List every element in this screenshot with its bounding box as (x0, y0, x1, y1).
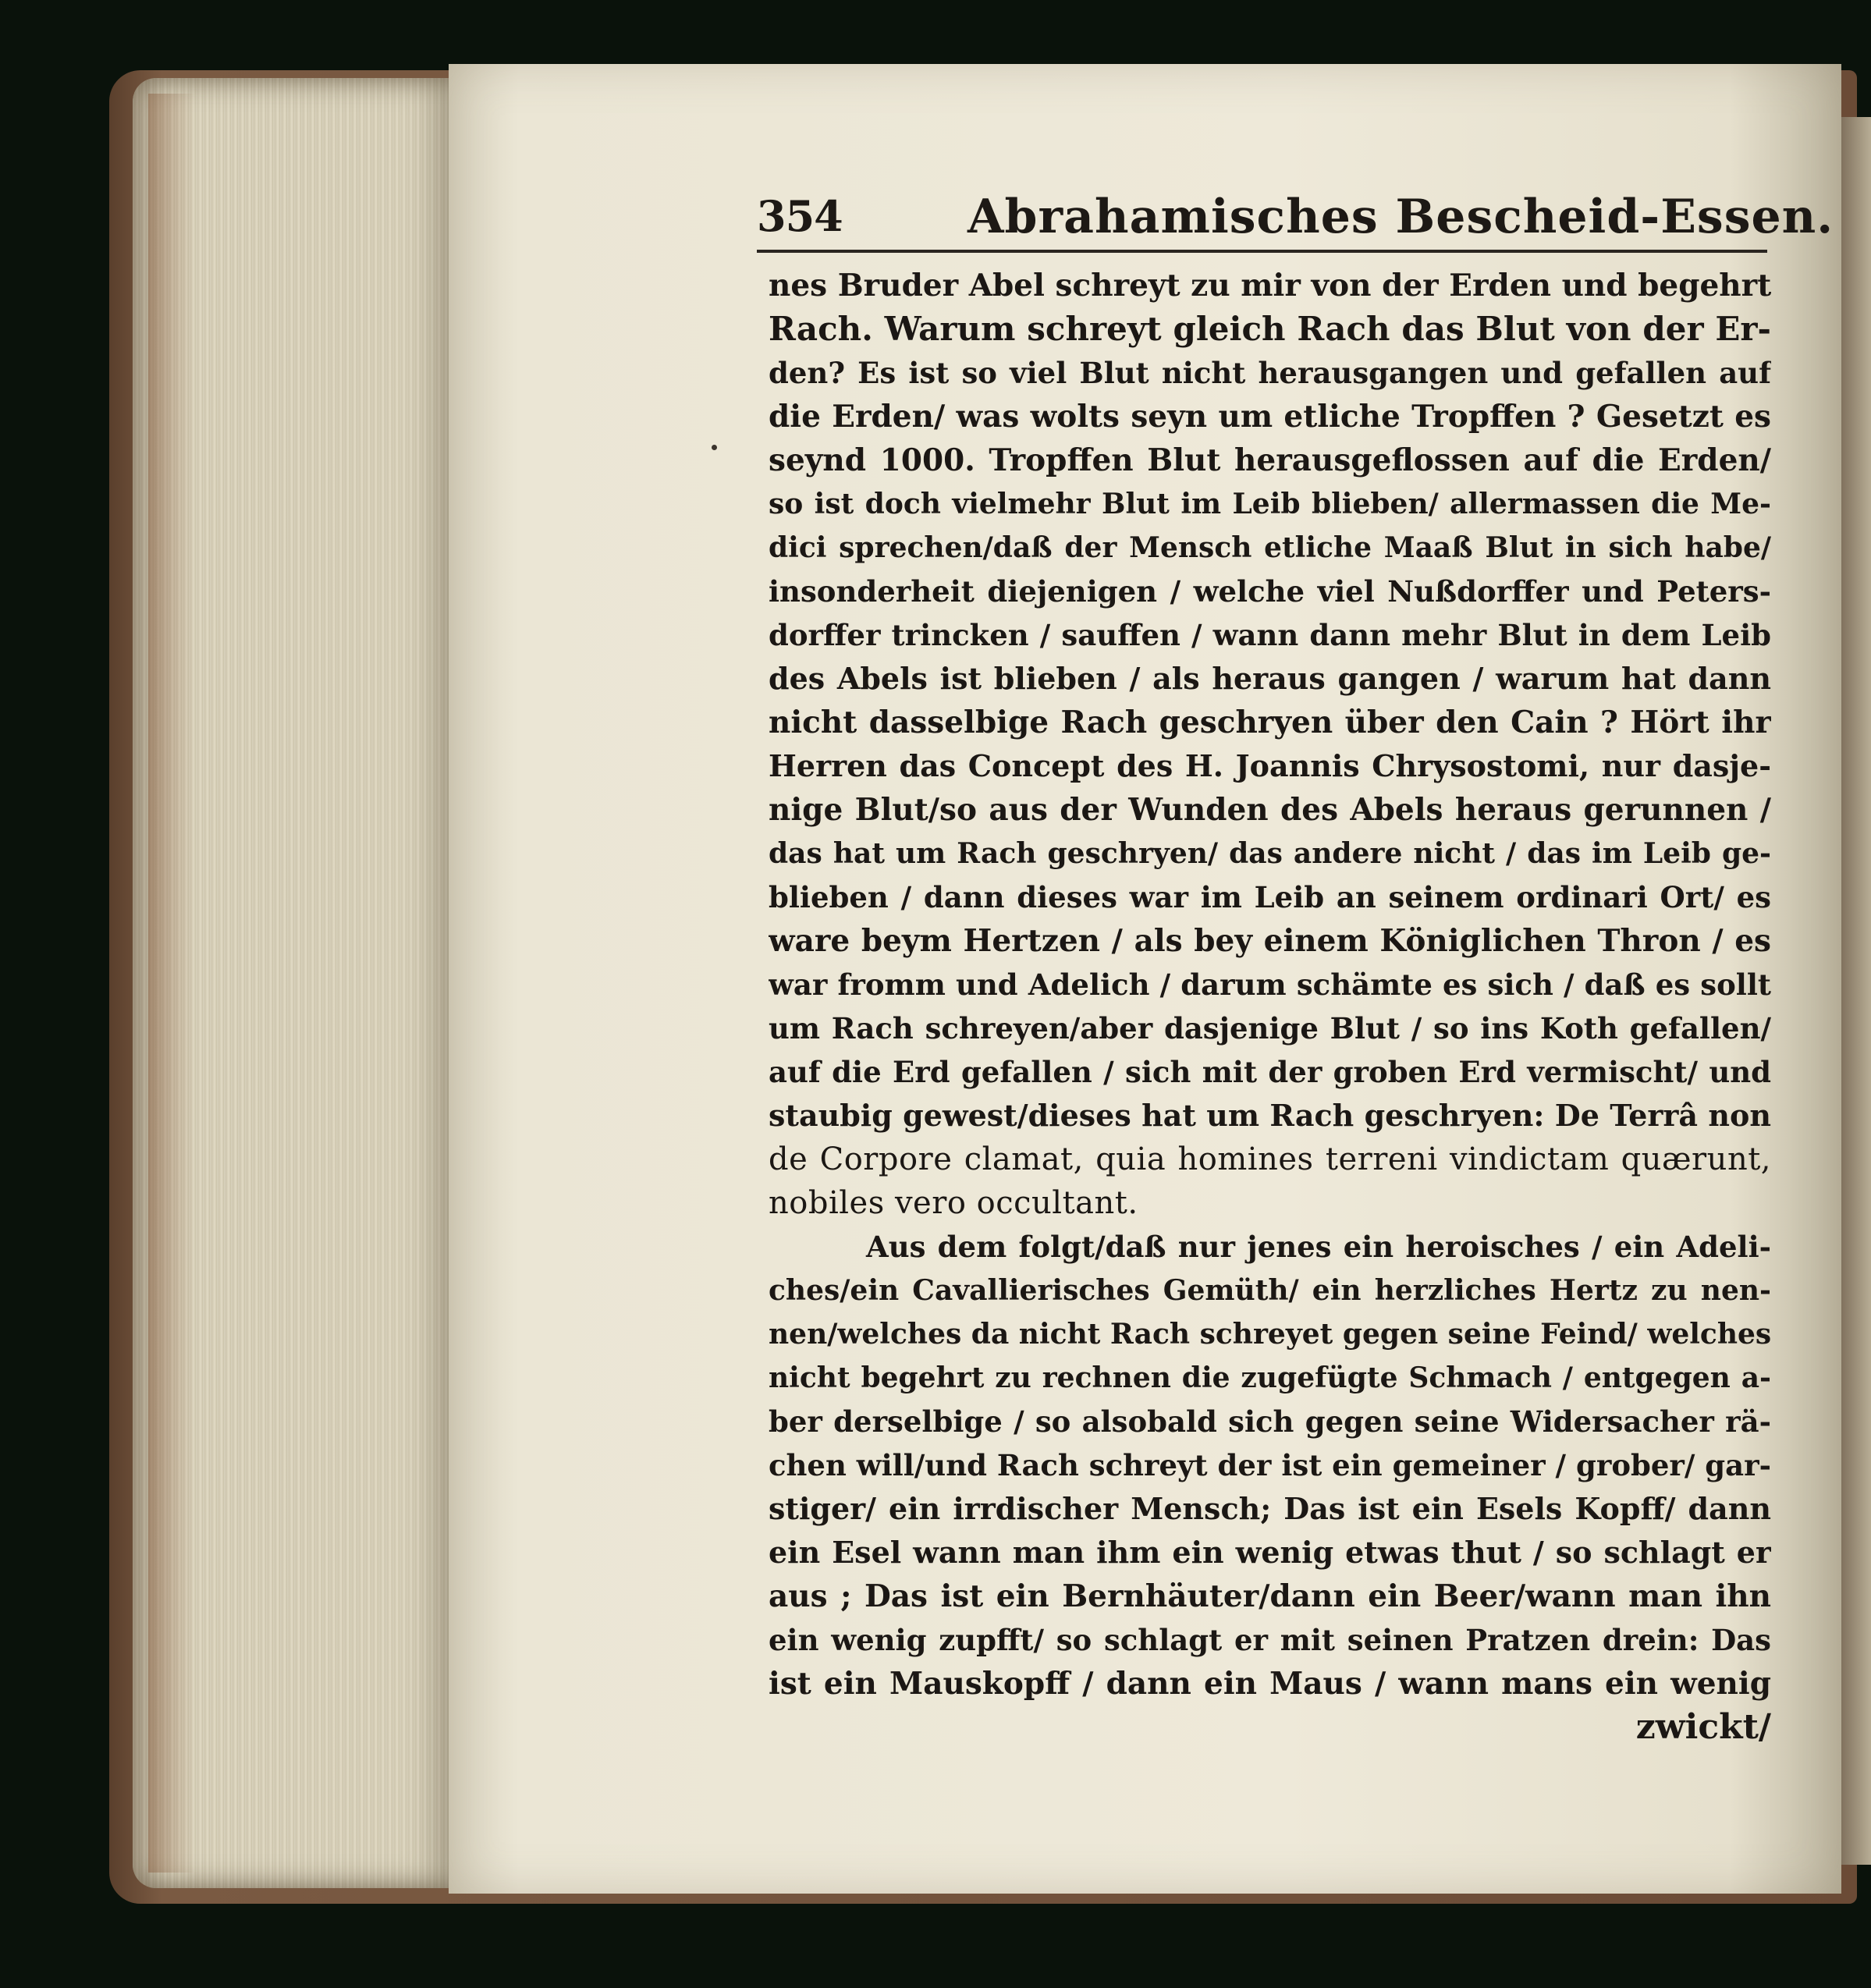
text-line: ches/ein Cavallierisches Gemüth/ ein herzliches Hertz zu nen- (769, 1274, 1771, 1307)
paragraph-start-line: Aus dem folgt/daß nur jenes ein heroisches / ein Adeli- (866, 1230, 1771, 1264)
text-line: insonderheit diejenigen / welche viel Nußdorffer und Peters- (769, 574, 1771, 609)
text-line: nes Bruder Abel schreyt zu mir von der Erden und begehrt (769, 268, 1771, 304)
text-line: chen will/und Rach schreyt der ist ein gemeiner / grober/ gar- (769, 1448, 1771, 1482)
text-line: nen/welches da nicht Rach schreyet gegen seine Feind/ welches (769, 1318, 1771, 1351)
text-line: nicht dasselbige Rach geschryen über den Cain ? Hört ihr (769, 705, 1771, 740)
text-line: ware beym Hertzen / als bey einem Königlichen Thron / es (769, 923, 1771, 959)
body-text (769, 264, 1771, 1749)
latin-quote-line: de Corpore clamat, quia homines terreni vindictam quærunt, (769, 1141, 1771, 1177)
ink-spot (712, 445, 717, 450)
text-line: ein Esel wann man ihm ein wenig etwas thut / so schlagt er (769, 1535, 1771, 1570)
text-line: das hat um Rach geschryen/ das andere nicht / das im Leib ge- (769, 837, 1771, 870)
page-header (757, 176, 1834, 253)
text-line: den? Es ist so viel Blut nicht herausgangen und gefallen auf (769, 356, 1771, 390)
latin-quote-line: nobiles vero occultant. (769, 1185, 1138, 1221)
text-line: staubig gewest/dieses hat um Rach geschryen: De Terrâ non (769, 1098, 1771, 1133)
text-line: seynd 1000. Tropffen Blut herausgeflossen auf die Erden/ (769, 442, 1771, 478)
catchword: zwickt/ (1635, 1707, 1771, 1747)
text-line: um Rach schreyen/aber dasjenige Blut / so ins Koth gefallen/ (769, 1011, 1771, 1045)
page-number: 354 (757, 191, 843, 241)
text-line: stiger/ ein irrdischer Mensch; Das ist ein Esels Kopff/ dann (769, 1491, 1771, 1526)
running-title: Abrahamisches Bescheid-Essen. (967, 190, 1834, 244)
text-line: blieben / dann dieses war im Leib an seinem ordinari Ort/ es (769, 880, 1771, 914)
text-line: so ist doch vielmehr Blut im Leib blieben/ allermassen die Me- (769, 488, 1771, 520)
page-edge-shadow (148, 94, 195, 1873)
text-line: die Erden/ was wolts seyn um etliche Tropffen ? Gesetzt es (769, 399, 1771, 435)
text-line: ber derselbige / so alsobald sich gegen seine Widersacher rä- (769, 1404, 1771, 1439)
text-line: nicht begehrt zu rechnen die zugefügte Schmach / entgegen a- (769, 1361, 1771, 1394)
text-line: Herren das Concept des H. Joannis Chrysostomi, nur dasje- (769, 748, 1771, 783)
text-line: ist ein Mauskopff / dann ein Maus / wann mans ein wenig (769, 1666, 1771, 1702)
text-line: auf die Erd gefallen / sich mit der groben Erd vermischt/ und (769, 1055, 1771, 1089)
text-line: nige Blut/so aus der Wunden des Abels heraus gerunnen / (769, 792, 1771, 828)
text-line: ein wenig zupfft/ so schlagt er mit seinen Pratzen drein: Das (769, 1623, 1771, 1657)
text-line: aus ; Das ist ein Bernhäuter/dann ein Beer/wann man ihn (769, 1578, 1771, 1614)
text-line: Rach. Warum schreyt gleich Rach das Blut von der Er- (769, 310, 1771, 348)
text-line: dorffer trincken / sauffen / wann dann mehr Blut in dem Leib (769, 618, 1771, 652)
text-line: war fromm und Adelich / darum schämte es sich / daß es sollt (769, 967, 1771, 1002)
text-line: dici sprechen/daß der Mensch etliche Maaß Blut in sich habe/ (769, 531, 1771, 564)
text-line: des Abels ist blieben / als heraus gangen / warum hat dann (769, 661, 1771, 696)
